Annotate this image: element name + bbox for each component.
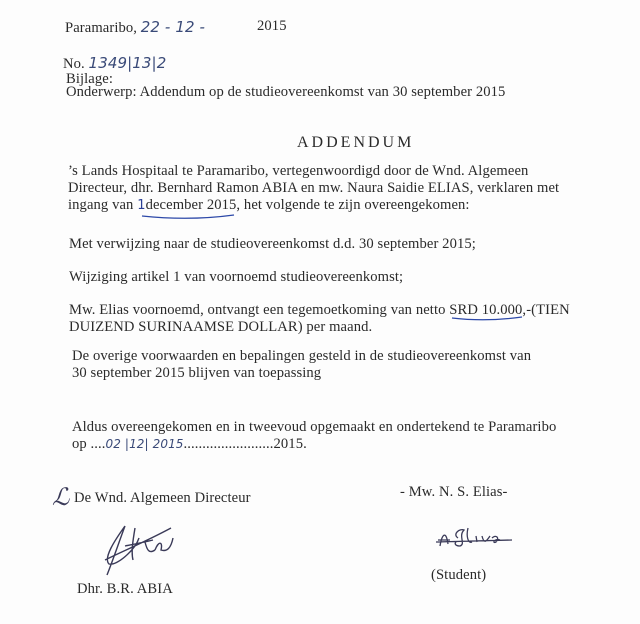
document-title: ADDENDUM xyxy=(297,134,415,151)
right-signatory-role: (Student) xyxy=(431,567,487,583)
document-header xyxy=(65,18,205,37)
body-para2: Met verwijzing naar de studieovereenkomst d.d. 30 september 2015; xyxy=(69,236,476,252)
body-para5-line2: 30 september 2015 blijven van toepassing xyxy=(72,365,322,381)
text-segment: -(TIEN xyxy=(526,302,570,318)
text-segment: Mw. Elias voornoemd, ontvangt een tegemoetkoming van netto xyxy=(69,302,450,318)
student-signature xyxy=(436,524,516,552)
body-para1-line3 xyxy=(68,197,470,214)
text-segment: ingang van xyxy=(68,197,138,213)
handwritten-day: 1 xyxy=(137,198,146,213)
handwritten-underline-date xyxy=(140,213,240,221)
underlined-amount: SRD 10.000, xyxy=(449,302,527,318)
handwritten-sign-date: 02 |12| 2015 xyxy=(105,437,184,451)
right-signatory-name: - Mw. N. S. Elias- xyxy=(400,484,508,500)
underlined-date: december 2015 xyxy=(145,197,237,213)
text-segment: op .... xyxy=(72,436,106,452)
body-para1-line1: ’s Lands Hospitaal te Paramaribo, vertegenwoordigd door de Wnd. Algemeen xyxy=(68,163,529,179)
body-para4-line2: DUIZEND SURINAAMSE DOLLAR) per maand. xyxy=(69,319,373,335)
place-label: Paramaribo, xyxy=(65,20,138,36)
left-signatory-name: Dhr. B.R. ABIA xyxy=(77,581,173,597)
body-para5-line1: De overige voorwaarden en bepalingen gesteld in de studieovereenkomst van xyxy=(72,348,532,364)
body-para6-line2 xyxy=(72,436,307,453)
body-para1-line2: Directeur, dhr. Bernhard Ramon ABIA en mw. Naura Saidie ELIAS, verklaren met xyxy=(68,180,560,196)
subject-line: Onderwerp: Addendum op de studieovereenkomst van 30 september 2015 xyxy=(66,84,506,100)
initial-mark: ℒ xyxy=(52,483,70,511)
text-segment: ........................2015. xyxy=(183,436,307,452)
number-label: No. xyxy=(63,56,85,72)
handwritten-date: 22 - 12 - xyxy=(140,18,205,36)
body-para6-line1: Aldus overeengekomen en in tweevoud opgemaakt en ondertekend te Paramaribo xyxy=(72,419,557,435)
date-year: 2015 xyxy=(257,18,287,34)
text-segment: , het volgende te zijn overeengekomen: xyxy=(236,197,470,213)
body-para3: Wijziging artikel 1 van voornoemd studieovereenkomst; xyxy=(69,269,404,285)
handwritten-number: 1349|13|2 xyxy=(88,54,167,72)
attachment-label: Bijlage: xyxy=(66,71,114,87)
director-signature xyxy=(95,520,180,580)
handwritten-underline-amount xyxy=(450,315,530,323)
left-signatory-role: De Wnd. Algemeen Directeur xyxy=(74,490,251,506)
